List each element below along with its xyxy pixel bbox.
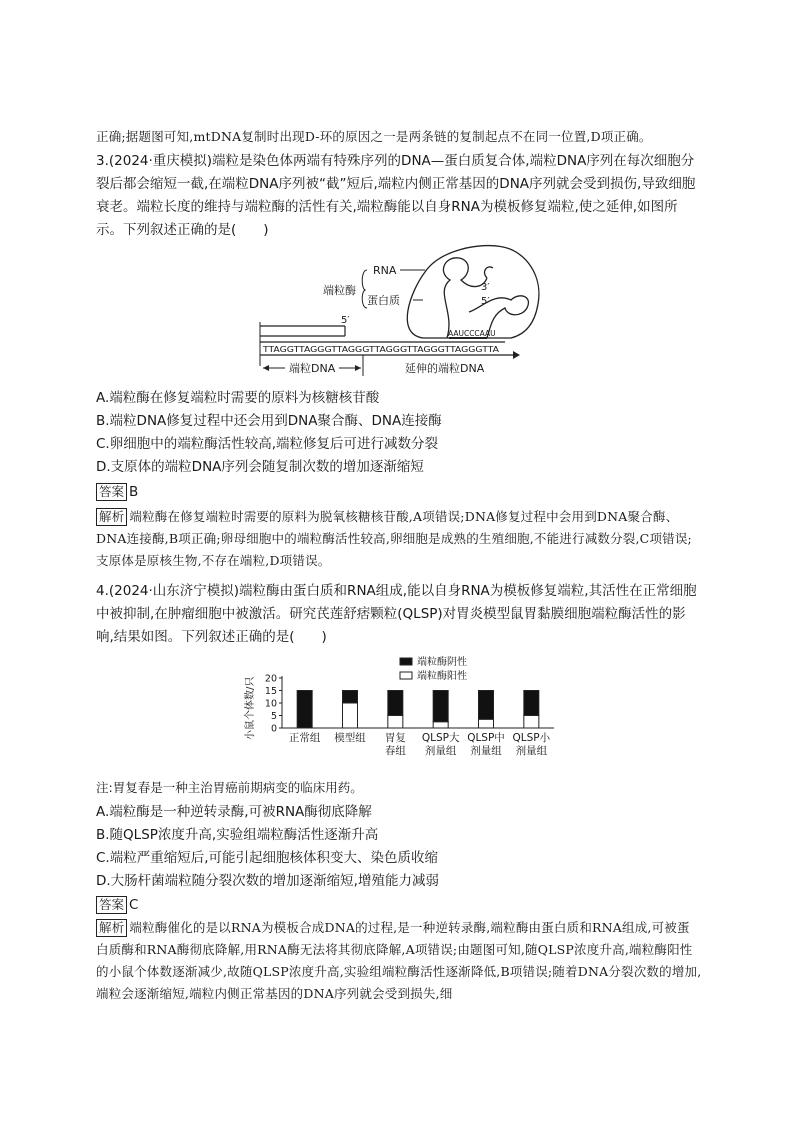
legend-swatch-0	[400, 658, 412, 665]
rna-5-end: 5′	[481, 296, 490, 307]
x-tick-label-5-1: 剂量组	[515, 745, 548, 757]
q4-answer-line	[96, 894, 138, 916]
dna-sequence: TTAGGTTAGGGTTAGGGTTAGGGTTAGGGTTAGGGTTA	[261, 345, 501, 354]
y-tick-label-4: 20	[264, 673, 277, 685]
q4-explanation: 端粒酶催化的是以RNA为模板合成DNA的过程,是一种逆转录酶,端粒酶由蛋白质和RNA组成,可被蛋白质酶和RNA酶彻底降解,用RNA酶无法将其彻底降解,A项错误;由题图可知,随QLSP浓度升高,端粒酶阳性的小鼠个体数逐渐减少,故随QLSP浓度升高,实验组端粒酶活性逐渐降低,B项错误;随着DNA分裂次数的增加,端粒会逐渐缩短,端粒内侧正常基因的DNA序列就会受到损失,细	[96, 920, 702, 1001]
q3-option-c[interactable]: C.卵细胞中的端粒酶活性较高,端粒修复后可进行减数分裂	[96, 436, 439, 452]
q3-answer-tag: 答案	[96, 483, 127, 501]
y-tick-label-1: 5	[270, 711, 277, 722]
telomerase-bar-chart	[240, 652, 560, 770]
q4-explanation-tag: 解析	[96, 919, 127, 937]
x-tick-label-5-0: QLSP小	[512, 732, 551, 744]
q3-option-b[interactable]: B.端粒DNA修复过程中还会用到DNA聚合酶、DNA连接酶	[96, 413, 442, 429]
q4-option-a[interactable]: A.端粒酶是一种逆转录酶,可被RNA酶彻底降解	[96, 804, 372, 820]
bar-negative-2	[388, 691, 403, 716]
rna-3-end: 3′	[481, 282, 490, 293]
q3-explanation-tag: 解析	[96, 508, 127, 526]
q4-note: 注:胃复春是一种主治胃癌前期病变的临床用药。	[96, 780, 363, 795]
q3-explanation: 端粒酶在修复端粒时需要的原料为脱氧核糖核苷酸,A项错误;DNA修复过程中会用到DNA聚合酶、DNA连接酶,B项正确;卵母细胞中的端粒酶活性较高,卵细胞是成熟的生殖细胞,不能进行减数分裂,C项错误;支原体是原核生物,不存在端粒,D项错误。	[96, 509, 692, 568]
q3-explanation-para	[96, 506, 702, 572]
bar-negative-3	[433, 691, 448, 722]
dna-5-end: 5′	[341, 315, 350, 326]
x-tick-label-3-1: 剂量组	[424, 745, 457, 757]
q3-answer-line	[96, 481, 138, 503]
x-tick-label-4-1: 剂量组	[470, 745, 502, 757]
q3-answer: B	[129, 484, 139, 500]
x-tick-label-4-0: QLSP中	[467, 732, 505, 744]
q4-stem: 4.(2024·山东济宁模拟)端粒酶由蛋白质和RNA组成,能以自身RNA为模板修复端粒,其活性在正常细胞中被抑制,在肿瘤细胞中被激活。研究芪莲舒痞颗粒(QLSP)对胃炎模型鼠胃黏膜细胞端粒酶活性的影响,结果如图。下列叙述正确的是( )	[96, 583, 697, 645]
bar-negative-1	[343, 691, 358, 704]
q4-answer-tag: 答案	[96, 896, 127, 914]
legend-label-1: 端粒酶阳性	[417, 671, 467, 682]
rna-label: RNA	[373, 264, 397, 277]
q4-explanation-para	[96, 917, 702, 1005]
bar-positive-5	[524, 716, 539, 729]
bar-positive-2	[388, 716, 403, 729]
x-tick-label-1: 模型组	[334, 732, 366, 744]
x-tick-label-2-0: 胃复	[384, 732, 406, 744]
q3-stem: 3.(2024·重庆模拟)端粒是染色体两端有特殊序列的DNA—蛋白质复合体,端粒DNA序列在每次细胞分裂后都会缩短一截,在端粒DNA序列被“截”短后,端粒内侧正常基因的DNA序列就会受到损伤,导致细胞衰老。端粒长度的维持与端粒酶的活性有关,端粒酶能以自身RNA为模板修复端粒,使之延伸,如图所示。下列叙述正确的是( )	[96, 153, 696, 238]
y-tick-label-0: 0	[270, 723, 277, 735]
chart-ylabel: 小鼠个体数/只	[245, 676, 256, 740]
q4-option-b[interactable]: B.随QLSP浓度升高,实验组端粒酶活性逐渐升高	[96, 827, 379, 843]
legend-swatch-1	[400, 672, 412, 679]
bar-positive-1	[343, 703, 358, 728]
bar-negative-4	[479, 691, 494, 720]
legend-label-0: 端粒酶阴性	[417, 657, 467, 668]
x-tick-label-0: 正常组	[288, 732, 321, 744]
enzyme-shape	[407, 246, 539, 338]
q3-option-a[interactable]: A.端粒酶在修复端粒时需要的原料为核糖核苷酸	[96, 390, 380, 406]
bar-positive-3	[433, 722, 448, 728]
telomere-dna-label: 端粒DNA	[289, 362, 336, 375]
q4-option-c[interactable]: C.端粒严重缩短后,可能引起细胞核体积变大、染色质收缩	[96, 850, 439, 866]
q3-option-d[interactable]: D.支原体的端粒DNA序列会随复制次数的增加逐渐缩短	[96, 459, 424, 475]
template-sequence: AAUCCCAAU	[448, 329, 496, 338]
x-tick-label-3-0: QLSP大	[421, 732, 460, 744]
x-tick-label-2-1: 春组	[384, 745, 406, 757]
bar-positive-4	[479, 719, 494, 728]
q4-option-d[interactable]: D.大肠杆菌端粒随分裂次数的增加逐渐缩短,增殖能力减弱	[96, 873, 439, 889]
extended-dna-label: 延伸的端粒DNA	[405, 362, 485, 375]
top-explanation: 正确;据题图可知,mtDNA复制时出现D-环的原因之一是两条链的复制起点不在同一位置,D项正确。	[96, 129, 652, 144]
bar-negative-5	[524, 691, 539, 716]
y-tick-label-3: 15	[264, 686, 277, 697]
y-tick-label-2: 10	[264, 698, 277, 710]
bar-negative-0	[297, 691, 312, 729]
q4-answer: C	[129, 897, 139, 913]
telomerase-diagram	[255, 242, 545, 378]
enzyme-label: 端粒酶	[323, 284, 356, 297]
protein-label: 蛋白质	[367, 294, 400, 307]
